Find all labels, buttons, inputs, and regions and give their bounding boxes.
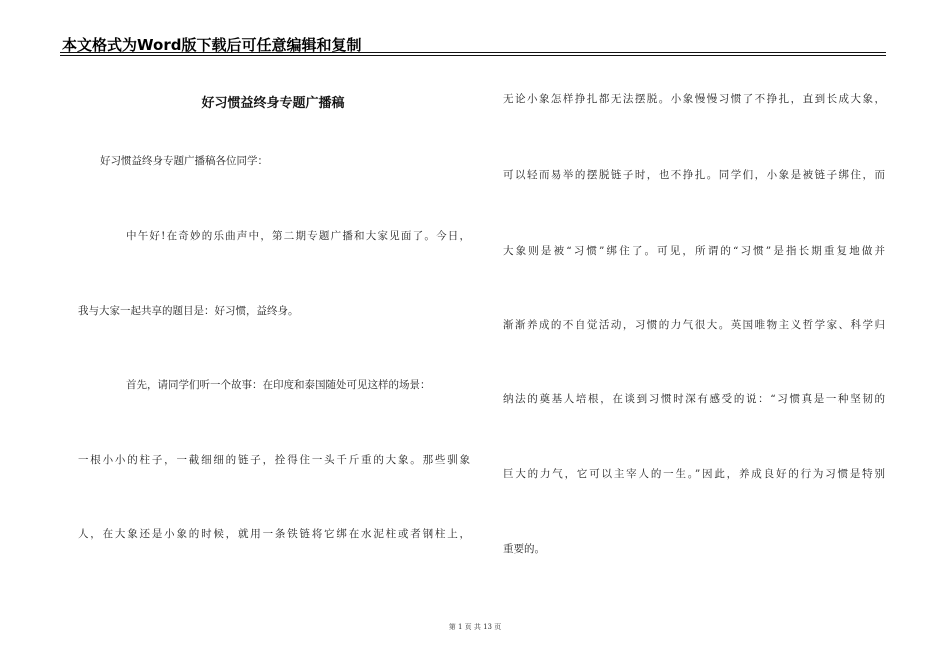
right-line-3: 渐渐养成的不自觉活动，习惯的力气很大。英国唯物主义哲学家、科学归 xyxy=(503,319,885,331)
right-line-2: 大象则是被“习惯”绑住了。可见，所谓的“习惯”是指长期重复地做并 xyxy=(503,245,885,257)
left-line-3: 首先，请同学们听一个故事：在印度和泰国随处可见这样的场景： xyxy=(126,379,431,391)
page-number: 第 1 页 共 13 页 xyxy=(448,623,502,631)
right-line-1: 可以轻而易举的摆脱链子时，也不挣扎。同学们，小象是被链子绑住，而 xyxy=(503,169,885,181)
right-line-6: 重要的。 xyxy=(503,543,545,555)
left-line-1: 中午好!在奇妙的乐曲声中，第二期专题广播和大家见面了。今日， xyxy=(126,230,470,242)
right-line-0: 无论小象怎样挣扎都无法摆脱。小象慢慢习惯了不挣扎，直到长成大象， xyxy=(503,93,885,105)
left-line-salutation: 好习惯益终身专题广播稿各位同学： xyxy=(100,155,268,167)
right-line-5: 巨大的力气，它可以主宰人的一生。”因此，养成良好的行为习惯是特别 xyxy=(503,468,885,480)
document-title: 好习惯益终身专题广播稿 xyxy=(201,96,345,111)
download-banner: 本文格式为Word版下载后可任意编辑和复制 xyxy=(62,36,362,54)
banner-divider-bottom xyxy=(60,55,886,56)
left-line-5: 人，在大象还是小象的时候，就用一条铁链将它绑在水泥柱或者钢柱上， xyxy=(78,528,470,540)
left-line-2: 我与大家一起共享的题目是：好习惯，益终身。 xyxy=(78,305,299,317)
banner-divider-top xyxy=(60,52,886,53)
left-line-4: 一根小小的柱子，一截细细的链子，拴得住一头千斤重的大象。那些驯象 xyxy=(78,454,470,466)
right-line-4: 纳法的奠基人培根，在谈到习惯时深有感受的说：“习惯真是一种坚韧的 xyxy=(503,393,885,405)
